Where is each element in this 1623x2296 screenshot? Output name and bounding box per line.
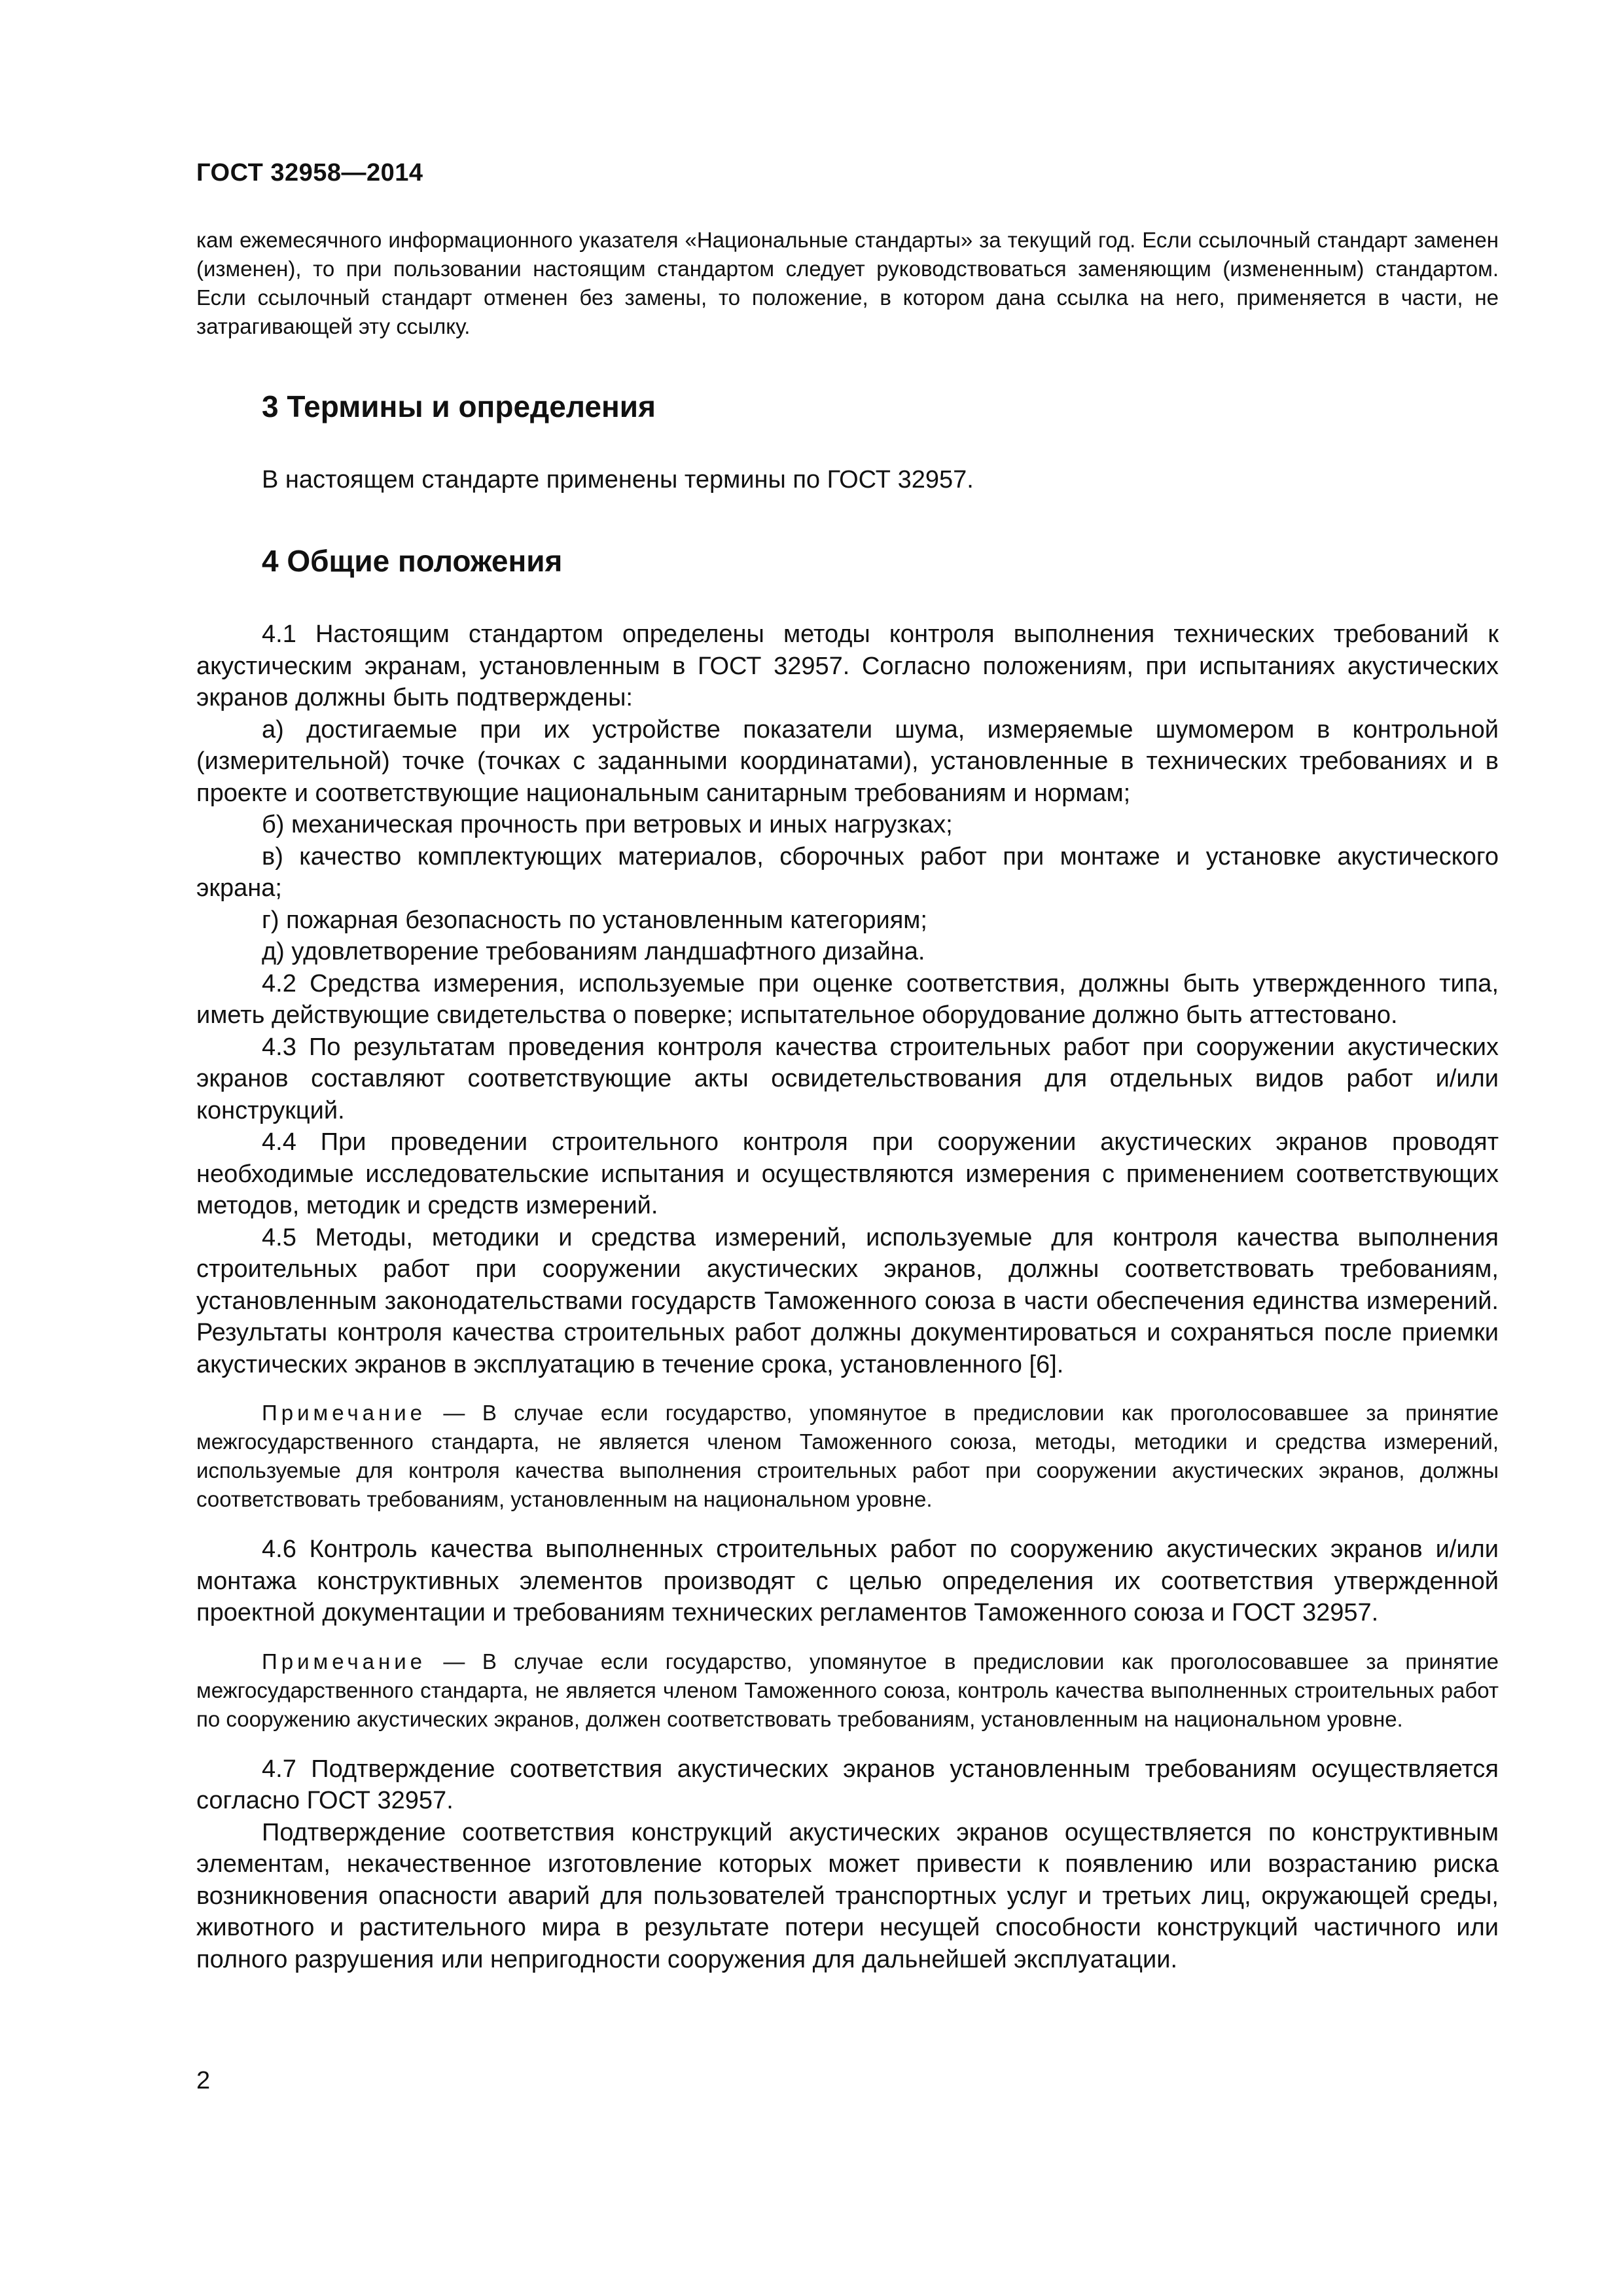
list-item-a: а) достигаемые при их устройстве показатели шума, измеряемые шумомером в контрольной (измерительной) точке (точках с заданными координатами), установленные в технических требованиях и в проекте и соответствующие национальным санитарным требованиям и нормам; bbox=[196, 715, 1499, 807]
page-content bbox=[196, 226, 1499, 1975]
document-header: ГОСТ 32958—2014 bbox=[196, 159, 423, 187]
list-item-b: б) механическая прочность при ветровых и иных нагрузках; bbox=[262, 811, 953, 838]
section-3-heading: 3 Термины и определения bbox=[262, 389, 656, 423]
clause-4-7-continued: Подтверждение соответствия конструкций акустических экранов осуществляется по конструктивным элементам, некачественное изготовление которых может привести к появлению или возрастанию риска возникновения опасности аварий для пользователей транспортных услуг и третьих лиц, окружающей среды, животного и растительного мира в результате потери несущей способности конструкций частичного или полного разрушения или непригодности сооружения для дальнейшей эксплуатации. bbox=[196, 1818, 1499, 1973]
clause-4-1: 4.1 Настоящим стандартом определены методы контроля выполнения технических требований к акустическим экранам, установленным в ГОСТ 32957. Согласно положениям, при испытаниях акустических экранов должны быть подтверждены: bbox=[196, 620, 1499, 711]
section-4-heading: 4 Общие положения bbox=[262, 544, 563, 578]
note-2-text: — В случае если государство, упомянутое в предисловии как проголосовавшее за принятие межгосударственного стандарта, не является членом Таможенного союза, контроль качества выполненных строительных работ по сооружению акустических экранов, должен соответствовать требованиям, установленным на национальном уровне. bbox=[196, 1649, 1499, 1731]
page-number: 2 bbox=[196, 2067, 211, 2094]
list-item-g: г) пожарная безопасность по установленным категориям; bbox=[262, 906, 927, 934]
note-2 bbox=[196, 1647, 1499, 1734]
note-1-label: Примечание bbox=[262, 1401, 427, 1425]
note-1-text: — В случае если государство, упомянутое в предисловии как проголосовавшее за принятие межгосударственного стандарта, не является членом Таможенного союза, методы, методики и средства измерений, используемые для контроля качества выполнения строительных работ при сооружении акустических экранов, должны соответствовать требованиям, установленным на национальном уровне. bbox=[196, 1401, 1499, 1511]
clause-4-3: 4.3 По результатам проведения контроля качества строительных работ при сооружении акустических экранов составляют соответствующие акты освидетельствования для отдельных видов работ и/или конструкций. bbox=[196, 1033, 1499, 1124]
note-1 bbox=[196, 1399, 1499, 1514]
section-3-text: В настоящем стандарте применены термины по ГОСТ 32957. bbox=[262, 466, 974, 493]
clause-4-4: 4.4 При проведении строительного контроля при сооружении акустических экранов проводят необходимые исследовательские испытания и осуществляются измерения с применением соответствующих методов, методик и средств измерений. bbox=[196, 1128, 1499, 1219]
clause-4-2: 4.2 Средства измерения, используемые при оценке соответствия, должны быть утвержденного типа, иметь действующие свидетельства о поверке; испытательное оборудование должно быть аттестовано. bbox=[196, 969, 1499, 1029]
clause-4-7: 4.7 Подтверждение соответствия акустических экранов установленным требованиям осуществляется согласно ГОСТ 32957. bbox=[196, 1755, 1499, 1814]
note-2-label: Примечание bbox=[262, 1649, 427, 1674]
clause-4-5: 4.5 Методы, методики и средства измерений, используемые для контроля качества выполнения строительных работ при сооружении акустических экранов, должны соответствовать требованиям, установленным законодательствами государств Таможенного союза в части обеспечения единства измерений. Результаты контроля качества строительных работ должны документироваться и сохраняться после приемки акустических экранов в эксплуатацию в течение срока, установленного [6]. bbox=[196, 1223, 1499, 1378]
continued-paragraph: кам ежемесячного информационного указателя «Национальные стандарты» за текущий год. Если ссылочный стандарт заменен (изменен), то при пользовании настоящим стандартом следует руководствоваться заменяющим (измененным) стандартом. Если ссылочный стандарт отменен без замены, то положение, в котором дана ссылка на него, применяется в части, не затрагивающей эту ссылку. bbox=[196, 228, 1499, 338]
list-item-d: д) удовлетворение требованиям ландшафтного дизайна. bbox=[262, 938, 925, 965]
list-item-v: в) качество комплектующих материалов, сборочных работ при монтаже и установке акустического экрана; bbox=[196, 842, 1499, 902]
clause-4-6: 4.6 Контроль качества выполненных строительных работ по сооружению акустических экранов и/или монтажа конструктивных элементов производят с целью определения их соответствия утвержденной проектной документации и требованиям технических регламентов Таможенного союза и ГОСТ 32957. bbox=[196, 1535, 1499, 1626]
